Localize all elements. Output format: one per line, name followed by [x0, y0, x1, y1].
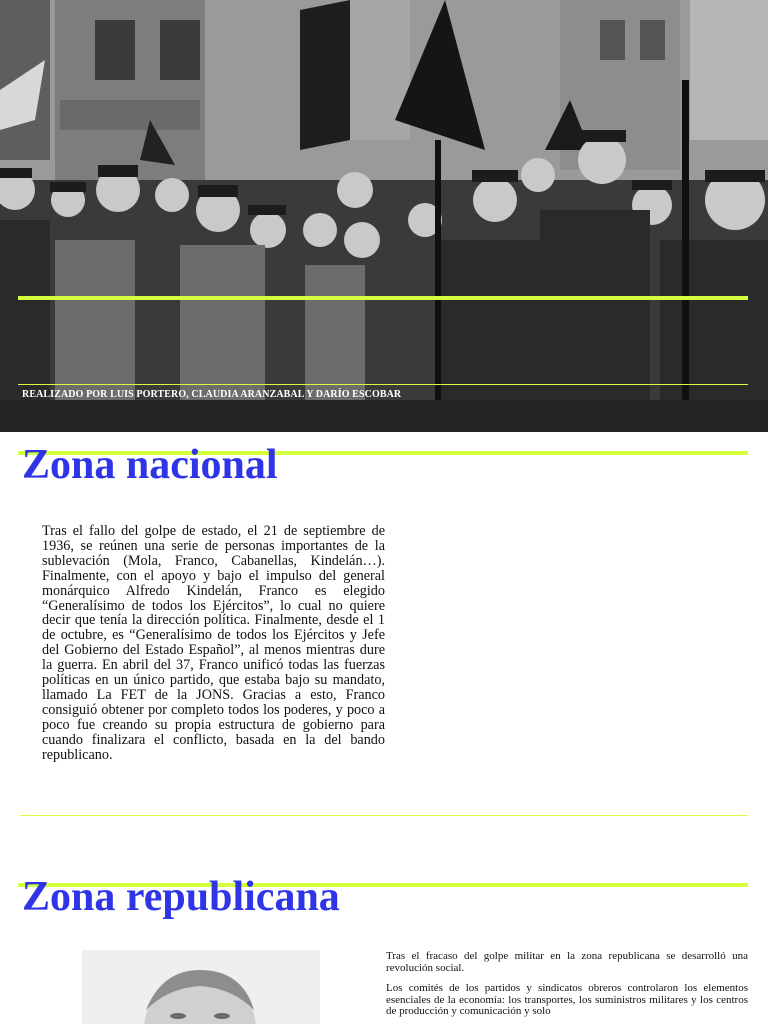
- militia-crowd-photo: [0, 0, 768, 432]
- hero-accent-line: [18, 296, 748, 300]
- portrait-image: [82, 950, 320, 1024]
- portrait-photo: [82, 950, 320, 1024]
- section-divider: [20, 815, 748, 816]
- republicana-paragraph-2: Los comités de los partidos y sindicatos obreros controlaron los elementos esenciales de la economía: los transportes, los suministros militares y los centros de producción y comunicación y solo: [386, 982, 748, 1018]
- republicana-paragraph-1: Tras el fracaso del golpe militar en la zona republicana se desarrolló una revolución social.: [386, 950, 748, 974]
- nacional-body-text: Tras el fallo del golpe de estado, el 21 de septiembre de 1936, se reúnen una serie de personas importantes de la sublevación (Mola, Franco, Cabanellas, Kindelán…). Finalmente, con el apoyo y bajo el impulso del general monárquico Alfredo Kindelán, Franco es elegido “Generalísimo de todos los Ejércitos”, lo cual no quiere decir que tenía la dirección política. Finalmente, desde el 1 de octubre, es “Generalísimo de todos los Ejércitos y Jefe del Gobierno del Estado Español”, al menos mientras dure la guerra. En abril del 37, Franco unificó todas las fuerzas políticas en un único partido, que estaba bajo su mandato, llamado La FET de la JONS. Gracias a esto, Franco consiguió obtener por completo todos los poderes, y poco a poco fue creando su propia estructura de gobierno para cuando finalizara el conflicto, basada en la del bando republicano.: [42, 523, 385, 763]
- hero-thin-line: [18, 384, 748, 385]
- hero-photo: [0, 0, 768, 432]
- credits-text: REALIZADO POR LUIS PORTERO, CLAUDIA ARANZABAL Y DARÍO ESCOBAR: [22, 389, 402, 400]
- republicana-title: Zona republicana: [22, 874, 340, 920]
- republicana-body-text: [386, 951, 748, 1027]
- nacional-title: Zona nacional: [22, 442, 278, 488]
